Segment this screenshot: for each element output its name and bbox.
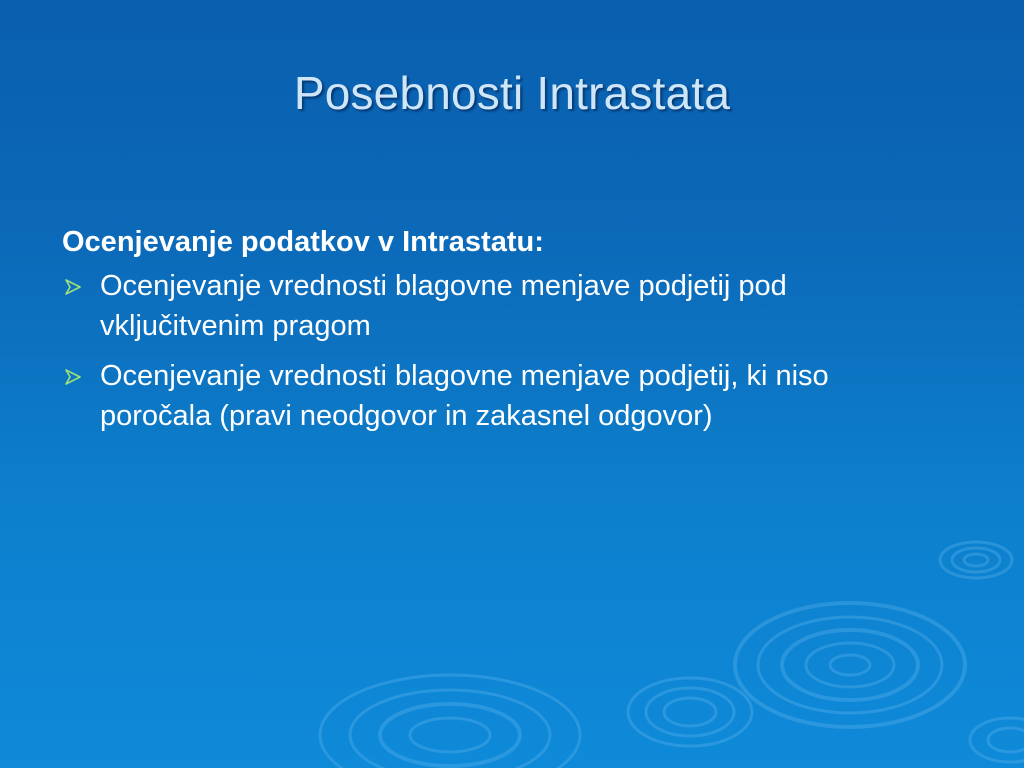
section-heading: Ocenjevanje podatkov v Intrastatu: — [62, 226, 544, 258]
bullet-list — [62, 266, 982, 436]
ripple-left-bottom — [320, 675, 580, 768]
slide-title: Posebnosti Intrastata — [293, 67, 731, 119]
bullet-text-line-2: vključitvenim pragom — [100, 310, 371, 342]
ripple-middle-bottom — [628, 678, 752, 746]
bullet-item — [62, 356, 982, 436]
ripple-far-right-bottom — [970, 718, 1024, 762]
slide-content — [62, 222, 982, 446]
arrow-bullet-icon — [64, 369, 82, 385]
bullet-text-line-1: Ocenjevanje vrednosti blagovne menjave podjetij, ki niso — [100, 360, 829, 392]
arrow-bullet-icon — [64, 279, 82, 295]
bullet-item — [62, 266, 982, 346]
ripple-small-top-right — [940, 542, 1012, 578]
bullet-text-line-1: Ocenjevanje vrednosti blagovne menjave podjetij pod — [100, 270, 787, 302]
bullet-text-line-2: poročala (pravi neodgovor in zakasnel odgovor) — [100, 400, 713, 432]
ripple-large-right — [735, 603, 965, 727]
